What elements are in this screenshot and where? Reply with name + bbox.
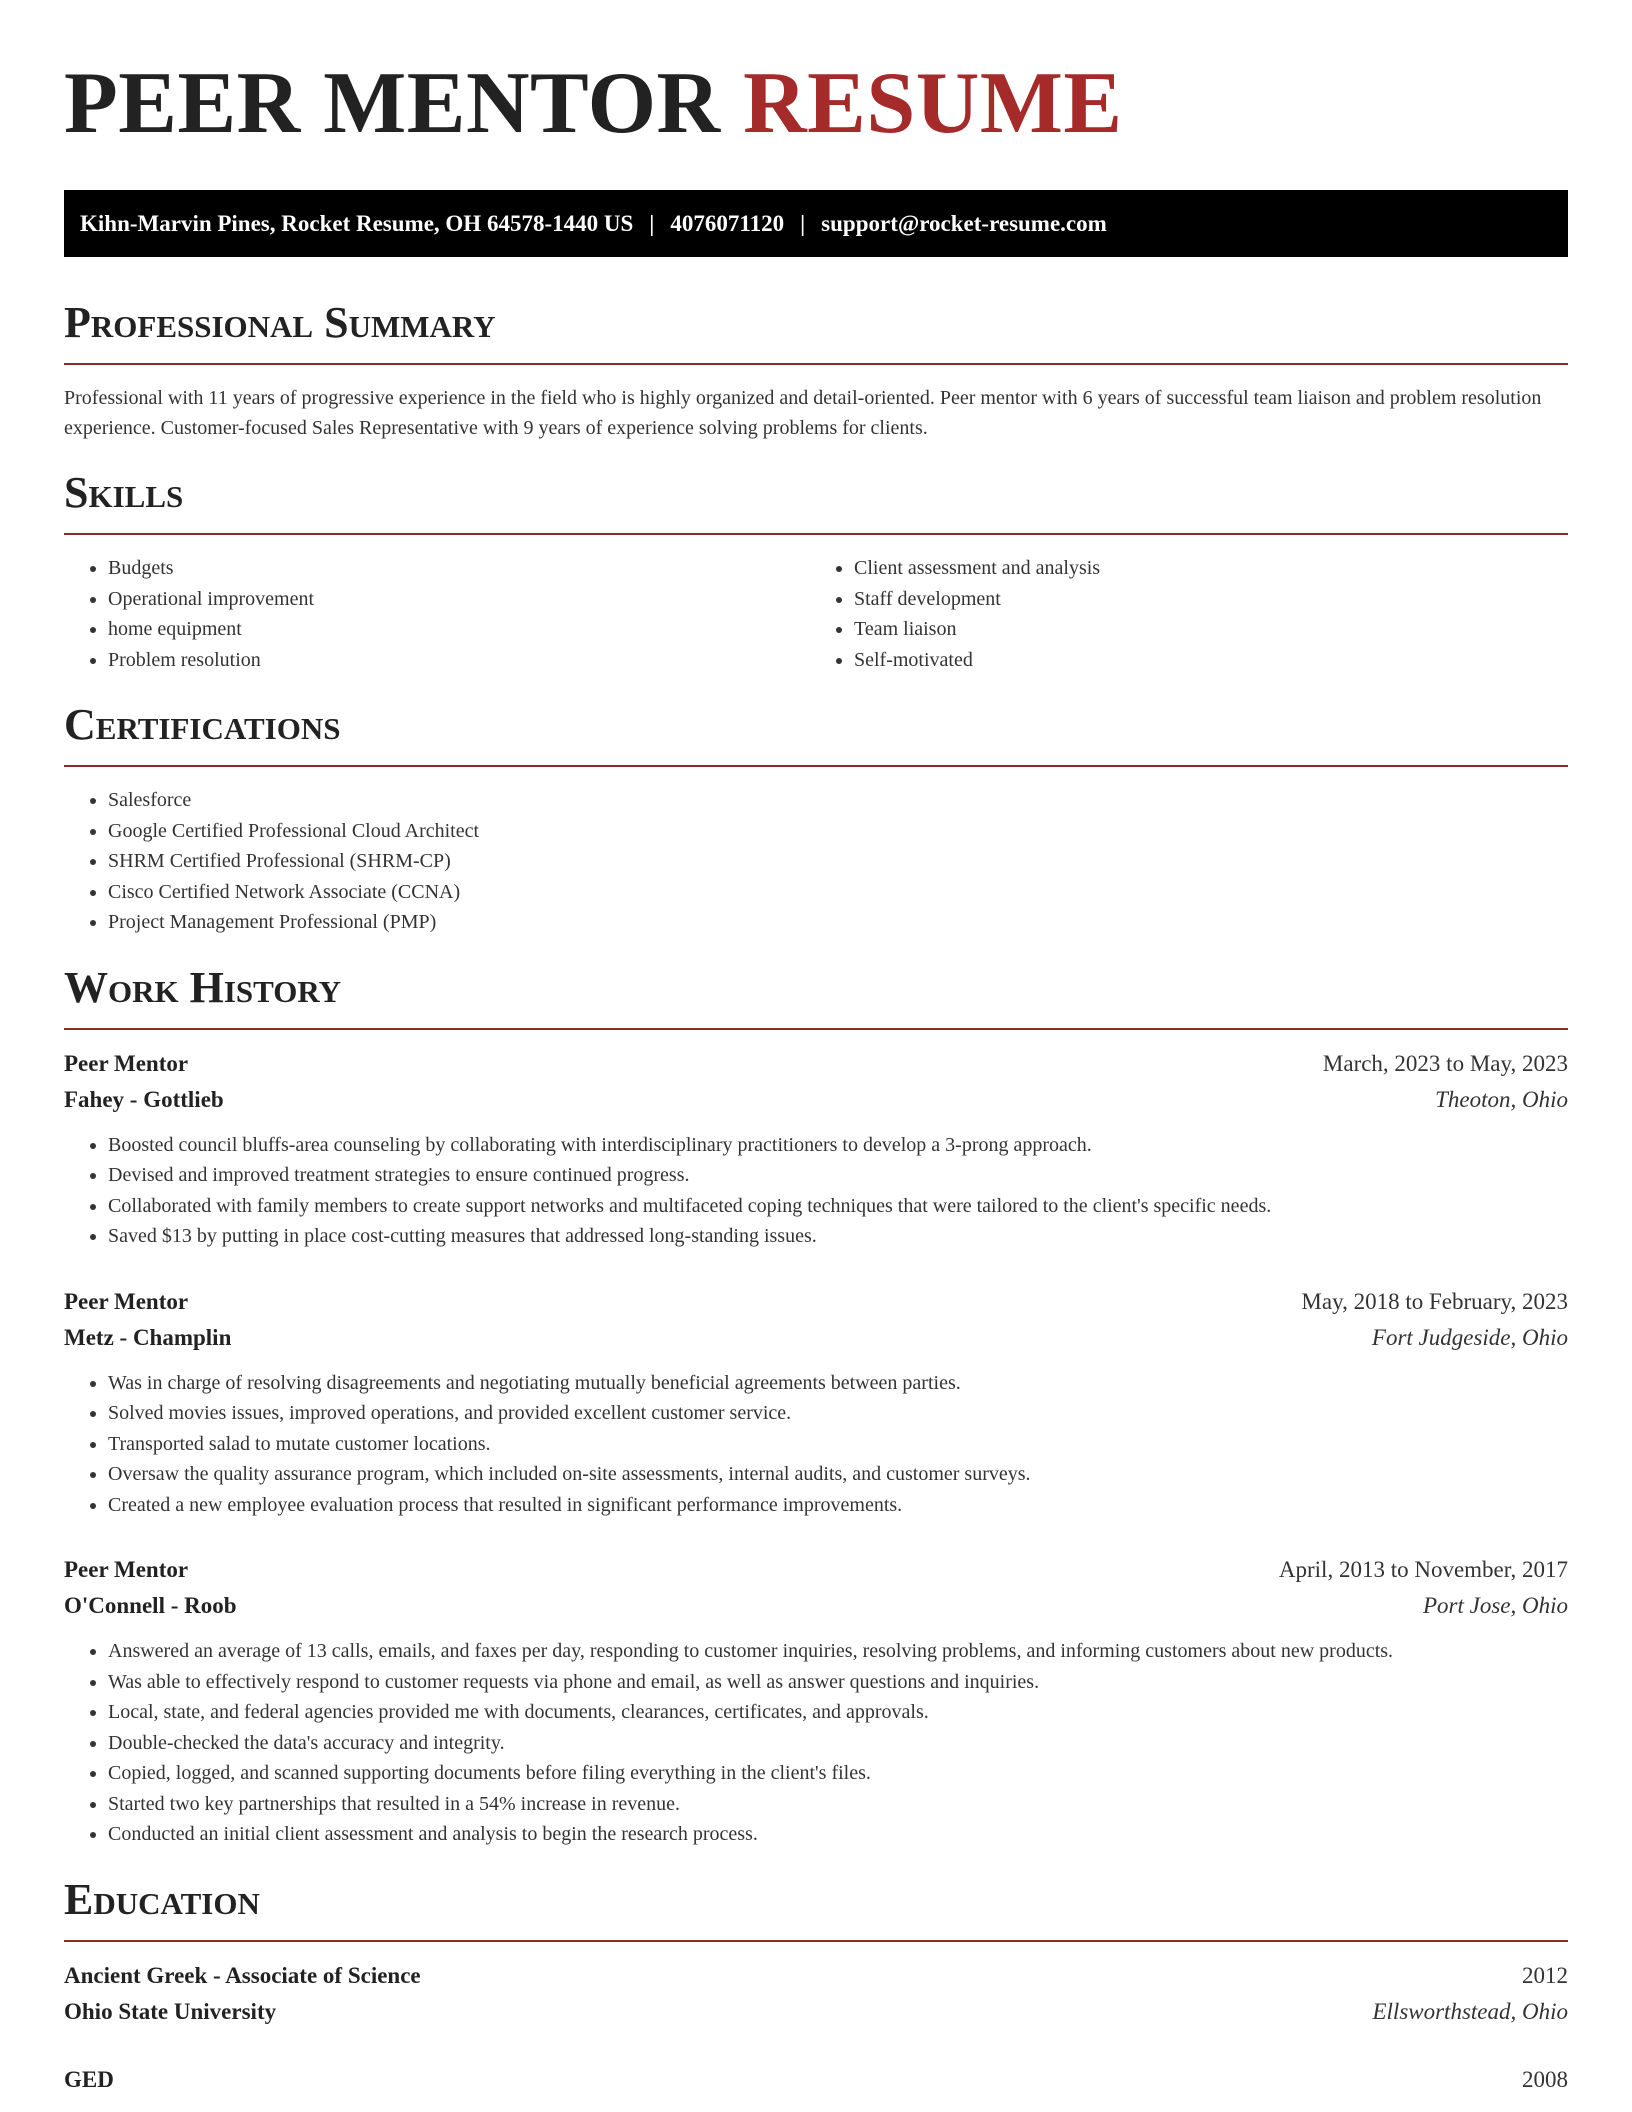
certification-item: • SHRM Certified Professional (SHRM-CP) [108,846,1568,877]
education-year: 2008 [1522,2066,1568,2092]
job-duty-item: • Solved movies issues, improved operations, and provided excellent customer service. [108,1398,1568,1429]
section-divider [64,1940,1568,1942]
job-duties-list [64,1368,1568,1521]
summary-section [64,299,1568,443]
skills-section [64,469,1568,675]
education-degree: GED [64,2066,114,2092]
job-entry [64,1552,1568,1850]
job-company: O'Connell - Roob [64,1593,237,1618]
certifications-section [64,701,1568,938]
job-company-row [64,1082,1568,1118]
skill-item: • Client assessment and analysis [854,553,1568,584]
job-duty-item: • Copied, logged, and scanned supporting documents before filing everything in the client's files. [108,1758,1568,1789]
skill-item: • Team liaison [854,614,1568,645]
education-header-row [64,1958,1568,1994]
job-company-row [64,1588,1568,1624]
job-duty-item: • Started two key partnerships that resulted in a 54% increase in revenue. [108,1789,1568,1820]
certifications-list [64,785,1568,938]
section-heading: Professional Summary [64,298,496,347]
job-entry [64,1046,1568,1252]
job-duties-list [64,1130,1568,1252]
education-location: Ellsworthstead, Ohio [1372,1998,1568,2024]
job-dates: April, 2013 to November, 2017 [1278,1557,1568,1582]
education-header-row [64,2062,1568,2098]
job-dates: May, 2018 to February, 2023 [1301,1288,1568,1314]
skills-list-right [816,553,1568,675]
education-entry [64,2062,1568,2098]
skills-list-left [64,553,816,675]
skill-item: • Budgets [108,553,816,584]
education-school: Ohio State University [64,1998,277,2024]
job-title: Peer Mentor [64,1050,189,1076]
skills-grid [64,535,1568,675]
education-school-row [64,1994,1568,2030]
contact-address: Kihn-Marvin Pines, Rocket Resume, OH 64578-1440 US [80,210,634,236]
education-year: 2012 [1522,1962,1568,1988]
job-duty-item: • Collaborated with family members to create support networks and multifaceted coping techniques that were tailored to the client's specific needs. [108,1191,1568,1222]
certification-item: • Google Certified Professional Cloud Architect [108,816,1568,847]
work-history-section [64,964,1568,1850]
certification-item: • Project Management Professional (PMP) [108,907,1568,938]
job-duty-item: • Saved $13 by putting in place cost-cutting measures that addressed long-standing issues. [108,1221,1568,1252]
job-header-row [64,1284,1568,1320]
skill-item: • Staff development [854,584,1568,615]
job-duty-item: • Local, state, and federal agencies provided me with documents, clearances, certificates, and approvals. [108,1697,1568,1728]
contact-bar [64,190,1568,257]
job-company-row [64,1320,1568,1356]
section-divider [64,1028,1568,1030]
section-heading: Skills [64,468,184,517]
education-section [64,1876,1568,2098]
education-degree: Ancient Greek - Associate of Science [64,1962,421,1988]
job-title: Peer Mentor [64,1288,189,1314]
job-duty-item: • Answered an average of 13 calls, emails, and faxes per day, responding to customer inquiries, resolving problems, and informing customers about new products. [108,1636,1568,1667]
certification-item: • Cisco Certified Network Associate (CCNA) [108,877,1568,908]
contact-separator: | [649,210,655,236]
job-duty-item: • Boosted council bluffs-area counseling by collaborating with interdisciplinary practitioners to develop a 3-prong approach. [108,1130,1568,1161]
job-header-row [64,1552,1568,1588]
section-divider [64,363,1568,365]
section-divider [64,765,1568,767]
job-duty-item: • Was in charge of resolving disagreements and negotiating mutually beneficial agreements between parties. [108,1368,1568,1399]
skill-item: • Problem resolution [108,645,816,676]
section-heading: Work History [64,962,342,1012]
job-company: Fahey - Gottlieb [64,1086,224,1112]
job-duty-item: • Transported salad to mutate customer locations. [108,1429,1568,1460]
job-duty-item: • Created a new employee evaluation process that resulted in significant performance improvements. [108,1490,1568,1521]
job-dates: March, 2023 to May, 2023 [1322,1050,1568,1076]
job-duty-item: • Conducted an initial client assessment and analysis to begin the research process. [108,1819,1568,1850]
contact-email: support@rocket-resume.com [821,210,1107,236]
job-duty-item: • Oversaw the quality assurance program, which included on-site assessments, internal audits, and customer surveys. [108,1459,1568,1490]
job-entry [64,1284,1568,1521]
job-location: Fort Judgeside, Ohio [1371,1324,1568,1350]
job-duty-item: • Devised and improved treatment strategies to ensure continued progress. [108,1160,1568,1191]
certification-item: • Salesforce [108,785,1568,816]
job-location: Theoton, Ohio [1435,1086,1568,1112]
education-entry [64,1958,1568,2030]
job-duty-item: • Double-checked the data's accuracy and integrity. [108,1728,1568,1759]
skill-item: • Self-motivated [854,645,1568,676]
resume-title [64,55,1568,152]
section-heading: Certifications [64,700,341,749]
job-header-row [64,1046,1568,1082]
title-accent: RESUME [743,55,1123,152]
job-duties-list [64,1636,1568,1850]
title-main: PEER MENTOR [64,55,721,152]
job-duty-item: • Was able to effectively respond to customer requests via phone and email, as well as answer questions and inquiries. [108,1667,1568,1698]
contact-separator: | [800,210,806,236]
summary-text: Professional with 11 years of progressive experience in the field who is highly organized and detail-oriented. Peer mentor with 6 years of successful team liaison and problem resolution experience. Customer-focused Sales Representative with 9 years of experience solving problems for clients. [64,387,1542,439]
job-title: Peer Mentor [64,1557,189,1582]
skill-item: • home equipment [108,614,816,645]
section-heading: Education [64,1874,260,1924]
contact-phone: 4076071120 [670,210,785,236]
job-location: Port Jose, Ohio [1422,1593,1568,1618]
job-company: Metz - Champlin [64,1324,232,1350]
skill-item: • Operational improvement [108,584,816,615]
